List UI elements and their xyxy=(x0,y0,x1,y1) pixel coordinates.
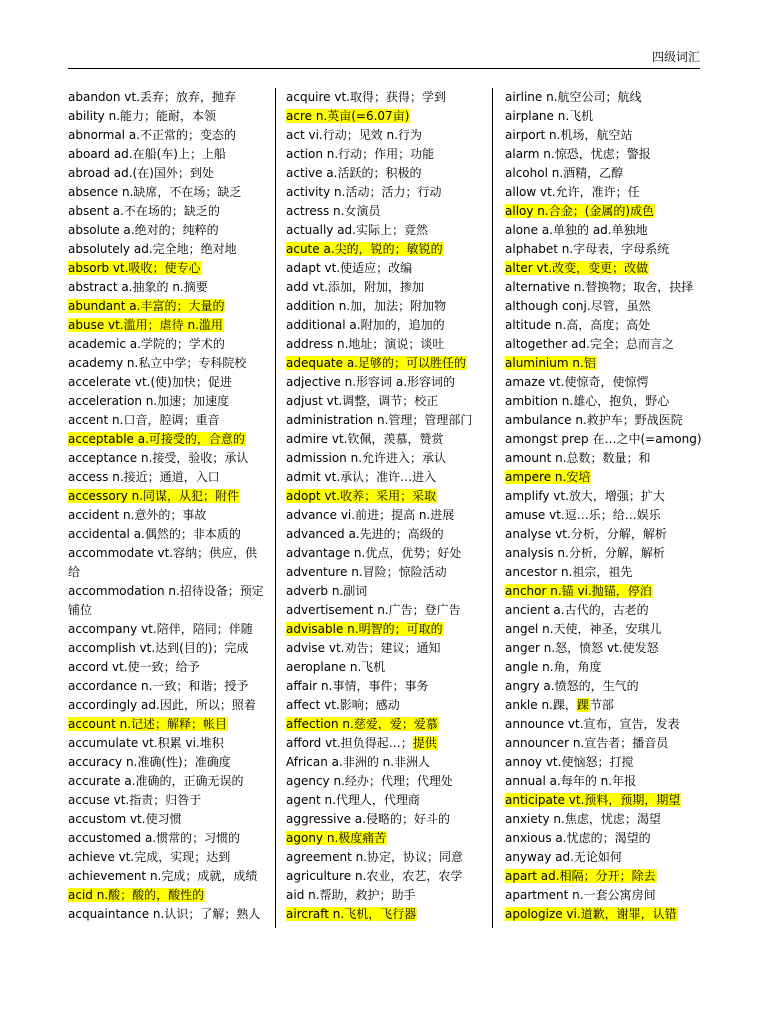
vocab-entry xyxy=(68,316,268,335)
vocab-entry xyxy=(505,468,705,487)
vocab-entry xyxy=(505,449,705,468)
vocab-entry xyxy=(505,734,705,753)
highlighted-entry-text: alloy n.合金；(金属的)成色 xyxy=(505,204,655,218)
vocab-entry xyxy=(68,620,268,639)
entry-text: apartment n.一套公寓房间 xyxy=(505,888,656,902)
highlighted-entry-text: adopt vt.收养；采用；采取 xyxy=(286,489,437,503)
vocab-entry xyxy=(68,905,268,924)
entry-text: afford vt.担负得起…；提供 xyxy=(286,736,437,750)
entry-text: alarm n.惊恐，忧虑；警报 xyxy=(505,147,651,161)
entry-text: ankle n.踝，踝节部 xyxy=(505,698,614,712)
highlighted-entry-text: accessory n.同谋，从犯；附件 xyxy=(68,489,240,503)
vocab-entry xyxy=(505,430,705,449)
vocab-entry xyxy=(68,639,268,658)
entry-text: ancestor n.祖宗，祖先 xyxy=(505,565,633,579)
highlighted-entry-text: ampere n.安培 xyxy=(505,470,591,484)
vocab-entry xyxy=(286,316,482,335)
vocab-entry xyxy=(68,354,268,373)
vocab-entry xyxy=(68,772,268,791)
entry-text: ancient a.古代的，古老的 xyxy=(505,603,649,617)
entry-text: angle n.角，角度 xyxy=(505,660,602,674)
vocabulary-column-3 xyxy=(505,88,705,928)
entry-text: annoy vt.使恼怒；打搅 xyxy=(505,755,634,769)
entry-text: absence n.缺席，不在场；缺乏 xyxy=(68,185,242,199)
entry-text: agriculture n.农业，农艺，农学 xyxy=(286,869,463,883)
vocab-entry xyxy=(286,240,482,259)
entry-text: accustom vt.使习惯 xyxy=(68,812,182,826)
vocab-entry xyxy=(505,335,705,354)
vocab-entry xyxy=(68,126,268,145)
entry-text: advertisement n.广告；登广告 xyxy=(286,603,461,617)
entry-text: alphabet n.字母表，字母系统 xyxy=(505,242,670,256)
entry-text: adjective n.形容词 a.形容词的 xyxy=(286,375,456,389)
entry-text: accordingly ad.因此，所以；照着 xyxy=(68,698,256,712)
vocab-entry xyxy=(505,411,705,430)
highlighted-entry-text: alter vt.改变，变更；改做 xyxy=(505,261,649,275)
highlighted-entry-text: apart ad.相隔；分开；除去 xyxy=(505,869,656,883)
entry-text: adverb n.副词 xyxy=(286,584,368,598)
vocab-entry xyxy=(286,715,482,734)
vocab-entry xyxy=(68,430,268,449)
entry-text: accent n.口音，腔调；重音 xyxy=(68,413,220,427)
entry-text: abnormal a.不正常的；变态的 xyxy=(68,128,237,142)
entry-text: activity n.活动；活力；行动 xyxy=(286,185,442,199)
vocab-entry xyxy=(286,183,482,202)
column-divider xyxy=(492,88,493,928)
vocab-entry xyxy=(286,297,482,316)
vocab-entry xyxy=(505,145,705,164)
vocab-entry xyxy=(505,829,705,848)
vocab-entry xyxy=(286,639,482,658)
highlighted-entry-text: abuse vt.滥用；虐待 n.滥用 xyxy=(68,318,223,332)
entry-text: accident n.意外的；事故 xyxy=(68,508,207,522)
entry-text: action n.行动；作用；功能 xyxy=(286,147,435,161)
vocab-entry xyxy=(286,88,482,107)
entry-text: advance vi.前进；提高 n.进展 xyxy=(286,508,455,522)
highlighted-entry-text: advisable n.明智的；可取的 xyxy=(286,622,443,636)
vocab-entry xyxy=(286,772,482,791)
vocab-entry xyxy=(505,582,705,601)
entry-text: accomplish vt.达到(目的)；完成 xyxy=(68,641,249,655)
entry-text: absolute a.绝对的；纯粹的 xyxy=(68,223,219,237)
vocab-entry xyxy=(286,886,482,905)
vocab-entry xyxy=(505,259,705,278)
entry-text: amount n.总数；数量；和 xyxy=(505,451,651,465)
entry-text: actually ad.实际上；竟然 xyxy=(286,223,428,237)
entry-text: angry a.愤怒的，生气的 xyxy=(505,679,639,693)
entry-text: ambition n.雄心，抱负，野心 xyxy=(505,394,670,408)
highlighted-entry-text: acid n.酸；酸的，酸性的 xyxy=(68,888,205,902)
highlighted-entry-text: abundant a.丰富的；大量的 xyxy=(68,299,225,313)
vocab-entry xyxy=(286,202,482,221)
entry-text: advanced a.先进的；高级的 xyxy=(286,527,444,541)
entry-text: acceleration n.加速；加速度 xyxy=(68,394,230,408)
vocab-entry xyxy=(68,867,268,886)
vocab-entry xyxy=(286,164,482,183)
entry-text: admire vt.钦佩，羡慕，赞赏 xyxy=(286,432,444,446)
vocab-entry xyxy=(286,601,482,620)
vocab-entry xyxy=(505,905,705,924)
vocab-entry xyxy=(505,772,705,791)
vocabulary-column-2 xyxy=(286,88,482,928)
vocab-entry xyxy=(68,164,268,183)
vocab-entry xyxy=(505,639,705,658)
highlighted-entry-text: anticipate vt.预料，预期，期望 xyxy=(505,793,681,807)
entry-text: accompany vt.陪伴，陪同；伴随 xyxy=(68,622,253,636)
entry-text: add vt.添加，附加，掺加 xyxy=(286,280,425,294)
entry-text: acceptance n.接受，验收；承认 xyxy=(68,451,249,465)
vocab-entry xyxy=(505,848,705,867)
entry-text: acquaintance n.认识；了解；熟人 xyxy=(68,907,261,921)
entry-text: aggressive a.侵略的；好斗的 xyxy=(286,812,450,826)
entry-text: annual a.每年的 n.年报 xyxy=(505,774,637,788)
highlighted-entry-text: acceptable a.可接受的，合意的 xyxy=(68,432,245,446)
vocab-entry xyxy=(286,354,482,373)
entry-text: address n.地址；演说；谈吐 xyxy=(286,337,445,351)
entry-text: addition n.加，加法；附加物 xyxy=(286,299,447,313)
entry-text: amuse vt.逗…乐；给…娱乐 xyxy=(505,508,661,522)
entry-text: aboard ad.在船(车)上；上船 xyxy=(68,147,226,161)
highlighted-fragment: 提供 xyxy=(412,736,437,750)
entry-text: advise vt.劝告；建议；通知 xyxy=(286,641,441,655)
vocab-entry xyxy=(68,411,268,430)
vocab-entry xyxy=(68,753,268,772)
entry-text: amaze vt.使惊奇，使惊愕 xyxy=(505,375,649,389)
vocab-entry xyxy=(68,88,268,107)
entry-text: advantage n.优点，优势；好处 xyxy=(286,546,462,560)
entry-text: adventure n.冒险；惊险活动 xyxy=(286,565,447,579)
vocab-entry xyxy=(68,829,268,848)
vocab-entry xyxy=(68,734,268,753)
highlighted-entry-text: anchor n.锚 vi.抛锚，停泊 xyxy=(505,584,652,598)
highlighted-entry-text: agony n.极度痛苦 xyxy=(286,831,387,845)
vocab-entry xyxy=(505,221,705,240)
entry-text: absolutely ad.完全地；绝对地 xyxy=(68,242,237,256)
entry-text: accommodate vt.容纳；供应，供给 xyxy=(68,546,258,579)
header-rule xyxy=(68,68,700,69)
vocab-entry xyxy=(505,696,705,715)
entry-text: adapt vt.使适应；改编 xyxy=(286,261,413,275)
vocab-entry xyxy=(286,411,482,430)
vocab-entry xyxy=(68,848,268,867)
entry-text: ability n.能力；能耐，本领 xyxy=(68,109,217,123)
highlighted-entry-text: account n.记述；解释；帐目 xyxy=(68,717,228,731)
entry-text: accordance n.一致；和谐；授予 xyxy=(68,679,249,693)
vocab-entry xyxy=(505,487,705,506)
vocab-entry xyxy=(286,563,482,582)
entry-text: announcer n.宣告者；播音员 xyxy=(505,736,669,750)
entry-text: ambulance n.救护车；野战医院 xyxy=(505,413,683,427)
entry-text: agency n.经办；代理；代理处 xyxy=(286,774,453,788)
vocab-entry xyxy=(286,677,482,696)
entry-text: airline n.航空公司；航线 xyxy=(505,90,642,104)
entry-text: allow vt.允许，准许；任 xyxy=(505,185,640,199)
vocab-entry xyxy=(286,487,482,506)
entry-text: accommodation n.招待设备；预定铺位 xyxy=(68,584,264,617)
vocab-entry xyxy=(505,373,705,392)
vocab-entry xyxy=(286,753,482,772)
vocab-entry xyxy=(286,449,482,468)
vocab-entry xyxy=(505,886,705,905)
vocab-entry xyxy=(505,791,705,810)
entry-text: academic a.学院的；学术的 xyxy=(68,337,225,351)
vocab-entry xyxy=(505,107,705,126)
vocab-entry xyxy=(505,715,705,734)
entry-text: administration n.管理；管理部门 xyxy=(286,413,473,427)
vocab-entry xyxy=(505,620,705,639)
entry-text: alone a.单独的 ad.单独地 xyxy=(505,223,648,237)
entry-text: affair n.事情，事件；事务 xyxy=(286,679,429,693)
vocab-entry xyxy=(286,791,482,810)
vocab-entry xyxy=(505,202,705,221)
vocab-entry xyxy=(286,107,482,126)
entry-text: anxiety n.焦虑，忧虑；渴望 xyxy=(505,812,661,826)
vocab-entry xyxy=(505,297,705,316)
vocab-entry xyxy=(505,240,705,259)
vocab-entry xyxy=(286,335,482,354)
vocab-entry xyxy=(68,487,268,506)
vocab-entry xyxy=(68,696,268,715)
entry-text: angel n.天使，神圣，安琪儿 xyxy=(505,622,662,636)
page-header-title: 四级词汇 xyxy=(651,50,700,64)
highlighted-entry-text: aluminium n.铝 xyxy=(505,356,596,370)
vocab-entry xyxy=(286,905,482,924)
vocab-entry xyxy=(68,145,268,164)
entry-text: amplify vt.放大，增强；扩大 xyxy=(505,489,665,503)
vocab-entry xyxy=(68,582,268,620)
entry-text: achievement n.完成；成就，成绩 xyxy=(68,869,258,883)
entry-text: amongst prep 在…之中(=among) xyxy=(505,432,702,446)
vocab-entry xyxy=(68,259,268,278)
vocab-entry xyxy=(68,468,268,487)
highlighted-entry-text: absorb vt.吸收；使专心 xyxy=(68,261,201,275)
vocab-entry xyxy=(68,202,268,221)
vocab-entry xyxy=(68,449,268,468)
vocab-entry xyxy=(68,677,268,696)
entry-text: alternative n.替换物；取舍，抉择 xyxy=(505,280,694,294)
entry-text: airplane n.飞机 xyxy=(505,109,594,123)
vocab-entry xyxy=(505,544,705,563)
vocab-entry xyxy=(286,468,482,487)
vocab-entry xyxy=(286,506,482,525)
entry-text: alcohol n.酒精，乙醇 xyxy=(505,166,624,180)
vocab-entry xyxy=(505,525,705,544)
vocab-entry xyxy=(505,392,705,411)
vocab-entry xyxy=(505,278,705,297)
highlighted-fragment: 踝 xyxy=(576,698,589,712)
vocabulary-column-1 xyxy=(68,88,268,928)
entry-text: adjust vt.调整，调节；校正 xyxy=(286,394,439,408)
highlighted-entry-text: affection n.慈爱，爱；爱慕 xyxy=(286,717,438,731)
highlighted-entry-text: acre n.英亩(=6.07亩) xyxy=(286,109,410,123)
entry-text: admission n.允许进入；承认 xyxy=(286,451,447,465)
vocab-entry xyxy=(68,506,268,525)
entry-text: altitude n.高，高度；高处 xyxy=(505,318,651,332)
entry-text: academy n.私立中学；专科院校 xyxy=(68,356,247,370)
vocab-entry xyxy=(68,183,268,202)
vocab-entry xyxy=(68,810,268,829)
vocab-entry xyxy=(505,316,705,335)
vocab-entry xyxy=(68,791,268,810)
entry-text: accelerate vt.(使)加快；促进 xyxy=(68,375,232,389)
vocab-entry xyxy=(286,126,482,145)
entry-text: actress n.女演员 xyxy=(286,204,381,218)
vocab-entry xyxy=(68,544,268,582)
entry-text: abroad ad.(在)国外；到处 xyxy=(68,166,214,180)
vocab-entry xyxy=(286,544,482,563)
entry-text: anger n.怒，愤怒 vt.使发怒 xyxy=(505,641,659,655)
highlighted-entry-text: adequate a.足够的；可以胜任的 xyxy=(286,356,467,370)
entry-text: accurate a.准确的，正确无误的 xyxy=(68,774,244,788)
entry-text: anyway ad.无论如何 xyxy=(505,850,622,864)
vocab-entry xyxy=(505,563,705,582)
vocab-entry xyxy=(68,240,268,259)
vocab-entry xyxy=(505,506,705,525)
entry-text: accuracy n.准确(性)；准确度 xyxy=(68,755,231,769)
vocab-entry xyxy=(505,867,705,886)
entry-text: access n.接近；通道，入口 xyxy=(68,470,220,484)
vocab-entry xyxy=(505,88,705,107)
vocab-entry xyxy=(286,810,482,829)
vocab-entry xyxy=(68,715,268,734)
entry-text: aeroplane n.飞机 xyxy=(286,660,386,674)
vocab-entry xyxy=(505,677,705,696)
highlighted-entry-text: aircraft n.飞机，飞行器 xyxy=(286,907,417,921)
vocab-entry xyxy=(286,696,482,715)
vocab-entry xyxy=(505,164,705,183)
entry-text: analysis n.分析，分解，解析 xyxy=(505,546,665,560)
vocab-entry xyxy=(505,126,705,145)
vocab-entry xyxy=(286,582,482,601)
vocab-entry xyxy=(286,867,482,886)
entry-text: anxious a.忧虑的；渴望的 xyxy=(505,831,651,845)
vocab-entry xyxy=(68,392,268,411)
column-divider xyxy=(275,88,276,928)
entry-text: accord vt.使一致；给予 xyxy=(68,660,200,674)
entry-text: abandon vt.丢弃；放弃，抛弃 xyxy=(68,90,236,104)
entry-text: altogether ad.完全；总而言之 xyxy=(505,337,674,351)
vocab-entry xyxy=(286,525,482,544)
vocab-entry xyxy=(286,373,482,392)
entry-text: aid n.帮助，救护；助手 xyxy=(286,888,416,902)
entry-text: active a.活跃的；积极的 xyxy=(286,166,422,180)
vocab-entry xyxy=(286,829,482,848)
entry-text: acquire vt.取得；获得；学到 xyxy=(286,90,446,104)
entry-text: accidental a.偶然的；非本质的 xyxy=(68,527,241,541)
vocab-entry xyxy=(505,810,705,829)
vocab-entry xyxy=(505,601,705,620)
highlighted-entry-text: acute a.尖的，锐的；敏锐的 xyxy=(286,242,443,256)
entry-text: agreement n.协定，协议；同意 xyxy=(286,850,464,864)
vocab-entry xyxy=(286,620,482,639)
vocab-entry xyxy=(286,430,482,449)
vocab-entry xyxy=(68,107,268,126)
vocab-entry xyxy=(68,335,268,354)
entry-text: airport n.机场，航空站 xyxy=(505,128,633,142)
vocab-entry xyxy=(505,183,705,202)
vocab-entry xyxy=(286,145,482,164)
vocab-entry xyxy=(286,658,482,677)
vocab-entry xyxy=(68,886,268,905)
entry-text: announce vt.宣布，宣告，发表 xyxy=(505,717,680,731)
entry-text: affect vt.影响；感动 xyxy=(286,698,400,712)
vocab-entry xyxy=(286,392,482,411)
entry-text: achieve vt.完成，实现；达到 xyxy=(68,850,231,864)
highlighted-entry-text: apologize vi.道歉，谢罪，认错 xyxy=(505,907,677,921)
vocab-entry xyxy=(286,848,482,867)
entry-text: accumulate vt.积累 vi.堆积 xyxy=(68,736,224,750)
vocab-entry xyxy=(68,278,268,297)
entry-text: although conj.尽管，虽然 xyxy=(505,299,651,313)
vocab-entry xyxy=(286,221,482,240)
vocab-entry xyxy=(68,658,268,677)
entry-text: abstract a.抽象的 n.摘要 xyxy=(68,280,208,294)
vocab-entry xyxy=(286,259,482,278)
entry-text: accuse vt.指责；归咎于 xyxy=(68,793,202,807)
entry-text: act vi.行动；见效 n.行为 xyxy=(286,128,422,142)
entry-text: African a.非洲的 n.非洲人 xyxy=(286,755,431,769)
vocab-entry xyxy=(505,354,705,373)
vocab-entry xyxy=(286,734,482,753)
entry-text: accustomed a.惯常的；习惯的 xyxy=(68,831,241,845)
vocab-entry xyxy=(68,221,268,240)
vocab-entry xyxy=(68,373,268,392)
vocab-entry xyxy=(68,525,268,544)
entry-text: agent n.代理人，代理商 xyxy=(286,793,420,807)
vocab-entry xyxy=(68,297,268,316)
entry-text: admit vt.承认；准许…进入 xyxy=(286,470,437,484)
entry-text: absent a.不在场的；缺乏的 xyxy=(68,204,220,218)
vocab-entry xyxy=(286,278,482,297)
vocab-entry xyxy=(505,658,705,677)
entry-text: additional a.附加的，追加的 xyxy=(286,318,445,332)
vocab-entry xyxy=(505,753,705,772)
entry-text: analyse vt.分析，分解，解析 xyxy=(505,527,667,541)
